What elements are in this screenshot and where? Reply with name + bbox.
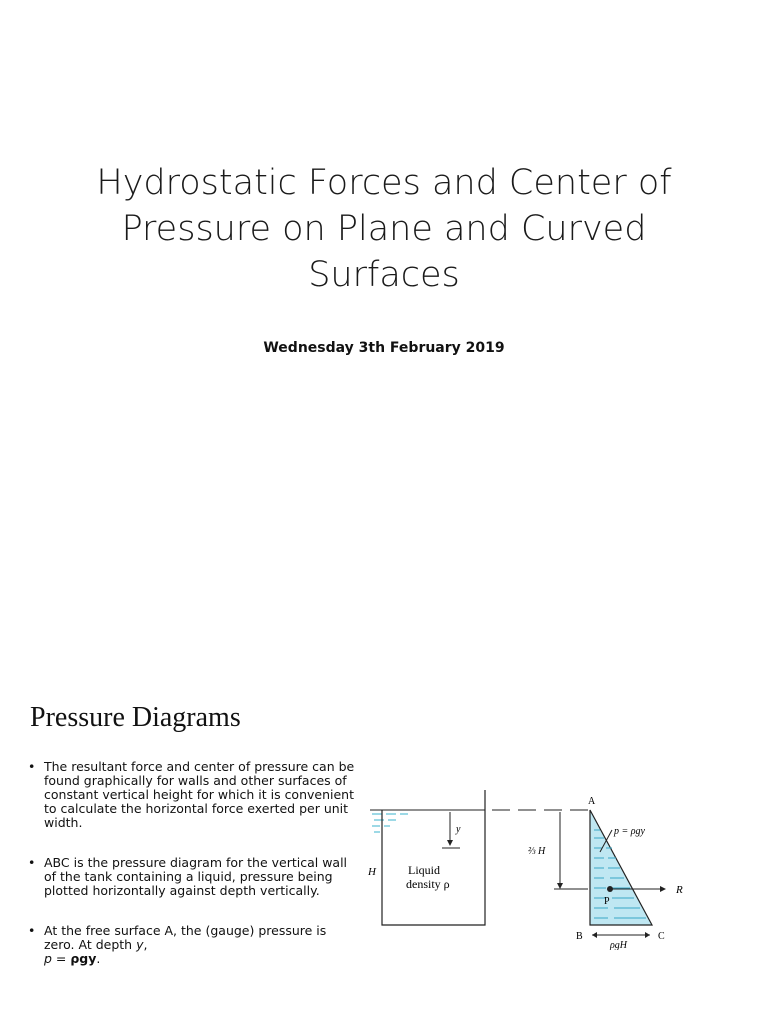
resultant-r-label: R: [676, 884, 683, 896]
bullet-item: • At the free surface A, the (gauge) pressure is zero. At depth y, p = ρgy.: [28, 923, 327, 966]
two-thirds-h-label: ⅔ H: [528, 846, 546, 857]
pressure-diagrams-slide: [0, 690, 768, 1024]
h-label: H: [368, 866, 376, 878]
bullet-item: • ABC is the pressure diagram for the vertical wall of the tank containing a liquid, pressure being plotted horizontally against depth vertically.: [28, 855, 348, 898]
liquid-label: Liquid: [408, 863, 440, 877]
slide-heading: Pressure Diagrams: [30, 702, 241, 733]
bullet-dot-icon: •: [28, 759, 36, 774]
density-label: density ρ: [406, 877, 450, 891]
point-p-label: P: [604, 896, 610, 907]
slide-title: Hydrostatic Forces and Center of Pressure on Plane and Curved Surfaces: [96, 163, 672, 295]
rho-g-h-label: ρgH: [610, 940, 628, 950]
bullet-list: [28, 760, 358, 992]
bullet-item: • The resultant force and center of pressure can be found graphically for walls and other surfaces of constant vertical height for which it is convenient to calculate the horizontal force exerted per unit width.: [28, 759, 355, 830]
pressure-diagram: [360, 790, 700, 950]
slide-date: Wednesday 3th February 2019: [263, 340, 505, 356]
point-b-label: B: [576, 931, 583, 942]
point-a-label: A: [588, 796, 596, 807]
point-c-label: C: [658, 931, 665, 942]
water-surface-ripples: [372, 814, 408, 832]
y-label: y: [456, 824, 461, 835]
pressure-eq-label: p = ρgy: [614, 826, 645, 837]
bullet-dot-icon: •: [28, 855, 36, 870]
bullet-dot-icon: •: [28, 923, 36, 938]
